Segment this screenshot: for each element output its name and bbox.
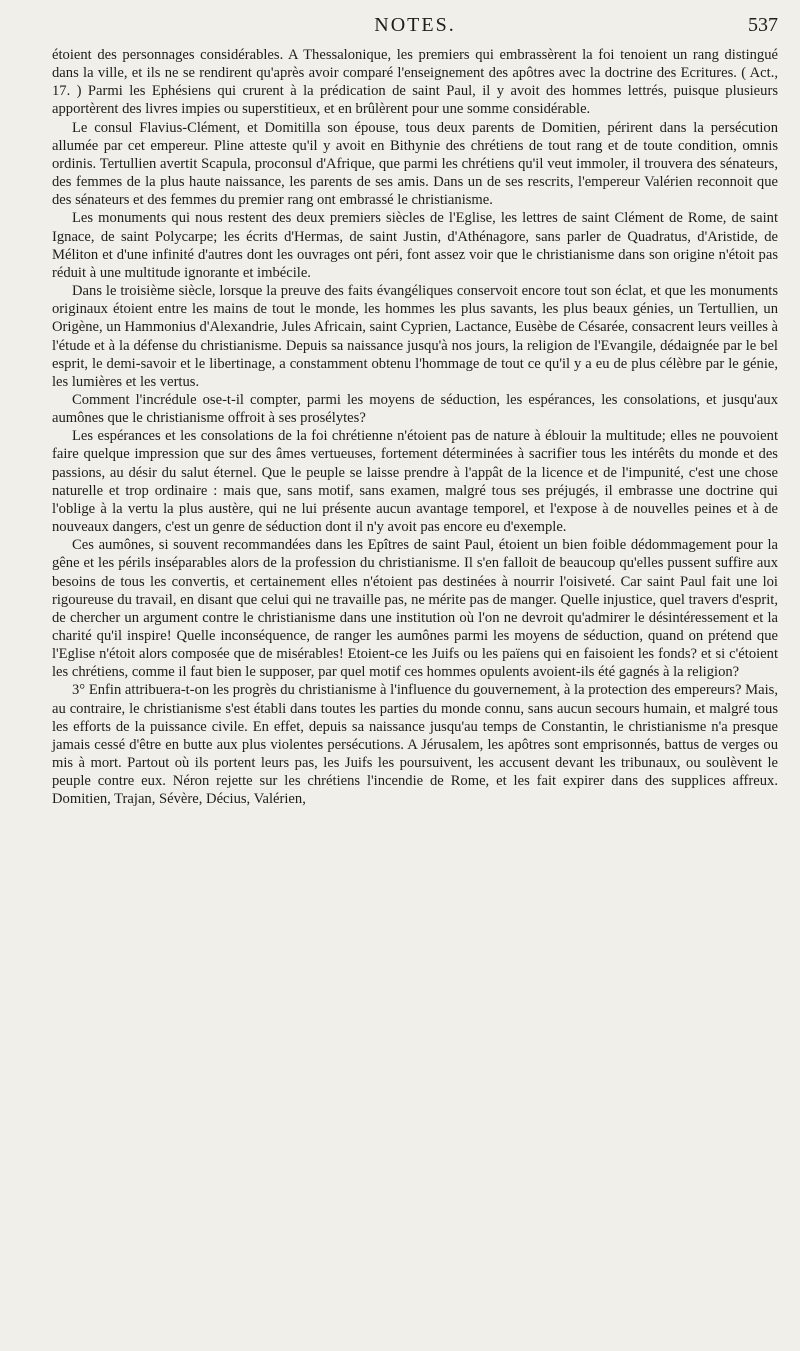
running-head: NOTES. bbox=[374, 14, 456, 36]
page-number: 537 bbox=[748, 14, 778, 36]
paragraph-1: étoient des personnages considérables. A Thessalonique, les premiers qui embrassèrent la foi tenoient un rang distingué dans la ville, et ils ne se rendirent qu'après avoir comparé l'enseignement des apôtres avec la doctrine des Ecritures. ( Act., 17. ) Parmi les Ephésiens qui crurent à la prédication de saint Paul, il y avoit des hommes lettrés, puisque plusieurs apportèrent des livres impies ou superstitieux, et en brûlèrent pour une somme considérable. bbox=[52, 47, 778, 118]
paragraph-2: Le consul Flavius-Clément, et Domitilla son épouse, tous deux parents de Domitien, périrent dans la persécution allumée par cet empereur. Pline atteste qu'il y avoit en Bithynie des chrétiens de tout rang et de toute condition, omnis ordinis. Tertullien avertit Scapula, proconsul d'Afrique, que parmi les chrétiens qu'il veut immoler, il trouvera des sénateurs, des femmes de la plus haute naissance, les parents de ses amis. Dans un de ses rescrits, l'empereur Valérien reconnoit que des sénateurs et des femmes du premier rang ont embrassé le christianisme. bbox=[52, 119, 778, 209]
paragraph-8: 3° Enfin attribuera-t-on les progrès du christianisme à l'influence du gouvernement, à la protection des empereurs? Mais, au contraire, le christianisme s'est établi dans toutes les parties du monde connu, sans aucun secours humain, et malgré tous les efforts de la puissance civile. En effet, depuis sa naissance jusqu'au temps de Constantin, le christianisme n'a presque jamais cessé d'être en butte aux plus violentes persécutions. A Jérusalem, les apôtres sont emprisonnés, battus de verges ou mis à mort. Partout où ils portent leurs pas, les Juifs les poursuivent, les accusent devant les tribunaux, ou soulèvent le peuple contre eux. Néron rejette sur les chrétiens l'incendie de Rome, et les fait expirer dans des supplices affreux. Domitien, Trajan, Sévère, Décius, Valérien, bbox=[52, 682, 778, 808]
body-text bbox=[52, 46, 778, 809]
page-header bbox=[52, 12, 778, 42]
paragraph-7: Ces aumônes, si souvent recommandées dans les Epîtres de saint Paul, étoient un bien foible dédommagement pour la gêne et les périls inséparables alors de la profession du christianisme. Il s'en falloit de beaucoup qu'elles pussent suffire aux besoins de tous les convertis, et certainement elles n'étoient pas destinées à nourrir l'oisiveté. Car saint Paul fait une loi rigoureuse du travail, en disant que celui qui ne travaille pas, ne mérite pas de manger. Quelle injustice, quel travers d'esprit, de chercher un argument contre le christianisme dans une institution où l'on ne devroit qu'admirer le désintéressement et la charité qu'il inspire! Quelle inconséquence, de ranger les aumônes parmi les moyens de séduction, quand on prétend que l'Eglise n'étoit alors composée que de misérables! Etoient-ce les Juifs ou les païens qui en faisoient les fonds? et si c'étoient les chrétiens, comme il faut bien le supposer, par quel motif ces hommes opulents avoient-ils été gagnés à la religion? bbox=[52, 537, 778, 681]
paragraph-5: Comment l'incrédule ose-t-il compter, parmi les moyens de séduction, les espérances, les consolations, et jusqu'aux aumônes que le christianisme offroit à ses prosélytes? bbox=[52, 391, 778, 427]
paragraph-4: Dans le troisième siècle, lorsque la preuve des faits évangéliques conservoit encore tout son éclat, et que les monuments originaux étoient entre les mains de tout le monde, les hommes les plus savants, les plus beaux génies, un Tertullien, un Origène, un Hammonius d'Alexandrie, Jules Africain, saint Cyprien, Lactance, Eusèbe de Césarée, consacrent leurs veilles à l'étude et à la défense du christianisme. Depuis sa naissance jusqu'à nos jours, la religion de l'Evangile, dédaignée par le bel esprit, le demi-savoir et le libertinage, a constamment obtenu l'hommage de tout ce qu'il y a eu de plus célèbre par le génie, les lumières et les vertus. bbox=[52, 283, 778, 390]
paragraph-6: Les espérances et les consolations de la foi chrétienne n'étoient pas de nature à éblouir la multitude; elles ne pouvoient faire quelque impression que sur des âmes vertueuses, fortement déterminées à sacrifier tous les intérêts du monde et des passions, au désir du salut éternel. Que le peuple se laisse prendre à l'appât de la licence et de l'impunité, c'est une chose naturelle et trop ordinaire : mais que, sans motif, sans examen, malgré tous ses préjugés, il embrasse une doctrine qui l'oblige à la vertu la plus austère, qui ne lui présente aucun avantage temporel, et l'expose à de nouvelles peines et à de nouveaux dangers, c'est un genre de séduction dont il n'y avoit pas encore eu d'exemple. bbox=[52, 428, 778, 536]
paragraph-3: Les monuments qui nous restent des deux premiers siècles de l'Eglise, les lettres de saint Clément de Rome, de saint Ignace, de saint Polycarpe; les écrits d'Hermas, de saint Justin, d'Athénagore, sans parler de Quadratus, d'Aristide, de Méliton et d'une infinité d'autres dont les ouvrages ont péri, font assez voir que le christianisme dans son origine n'étoit pas réduit à une multitude ignorante et imbécile. bbox=[52, 210, 778, 281]
